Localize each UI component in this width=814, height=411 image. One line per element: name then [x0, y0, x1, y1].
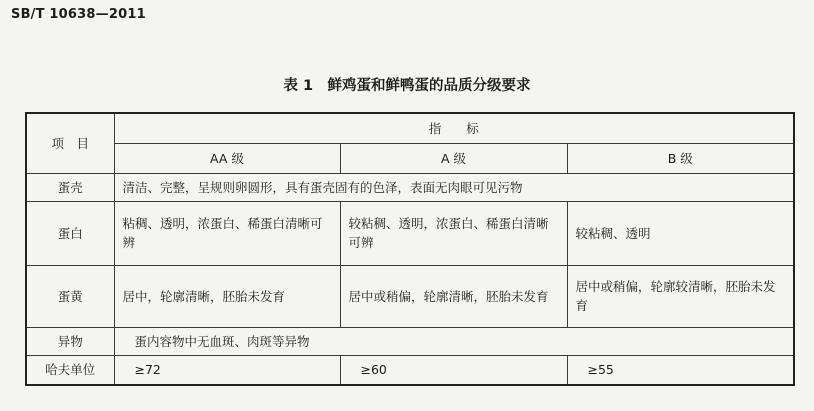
row-name-haugh: 哈夫单位 — [26, 355, 114, 385]
table-title: 表 1 鲜鸡蛋和鲜鸭蛋的品质分级要求 — [283, 78, 531, 94]
row-name-shell: 蛋壳 — [26, 173, 114, 201]
grade-aa-header: AA 级 — [114, 143, 340, 173]
table-row-haugh — [26, 355, 794, 385]
foreign-value: 蛋内容物中无血斑、肉斑等异物 — [114, 327, 794, 355]
shell-value: 清洁、完整，呈规则卵圆形，具有蛋壳固有的色泽，表面无肉眼可见污物 — [114, 173, 794, 201]
quality-grade-table — [25, 112, 795, 386]
indicator-header: 指 标 — [114, 113, 794, 143]
yolk-aa: 居中，轮廓清晰，胚胎未发育 — [114, 265, 340, 327]
table-row-albumen — [26, 201, 794, 265]
albumen-b: 较粘稠、透明 — [567, 201, 794, 265]
item-header: 项 目 — [26, 113, 114, 173]
albumen-aa: 粘稠、透明，浓蛋白、稀蛋白清晰可辨 — [114, 201, 340, 265]
haugh-aa: ≥72 — [114, 355, 340, 385]
header-row-grades — [26, 143, 794, 173]
header-row-indicator — [26, 113, 794, 143]
row-name-yolk: 蛋黄 — [26, 265, 114, 327]
haugh-b: ≥55 — [567, 355, 794, 385]
albumen-a: 较粘稠、透明，浓蛋白、稀蛋白清晰可辨 — [340, 201, 567, 265]
table-row-shell — [26, 173, 794, 201]
standard-code: SB/T 10638—2011 — [11, 7, 146, 22]
haugh-a: ≥60 — [340, 355, 567, 385]
grade-b-header: B 级 — [567, 143, 794, 173]
yolk-b: 居中或稍偏，轮廓较清晰，胚胎未发育 — [567, 265, 794, 327]
row-name-albumen: 蛋白 — [26, 201, 114, 265]
table-row-foreign — [26, 327, 794, 355]
yolk-a: 居中或稍偏，轮廓清晰，胚胎未发育 — [340, 265, 567, 327]
table-row-yolk — [26, 265, 794, 327]
row-name-foreign: 异物 — [26, 327, 114, 355]
grade-a-header: A 级 — [340, 143, 567, 173]
